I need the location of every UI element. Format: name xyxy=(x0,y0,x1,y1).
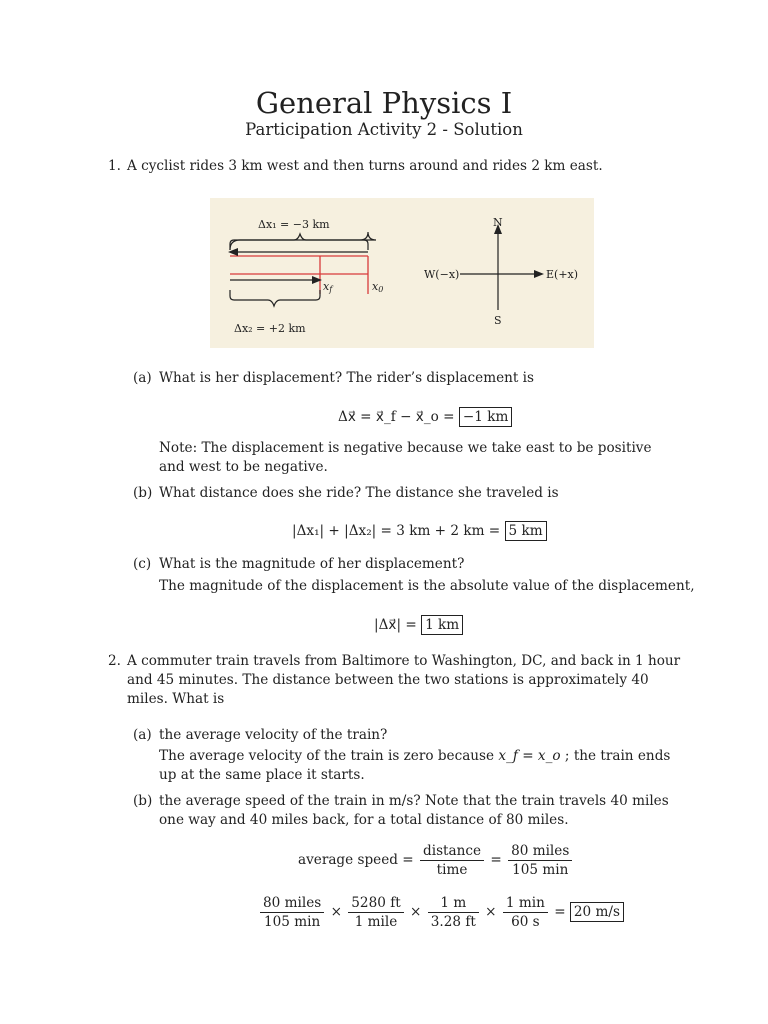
page-title: General Physics I xyxy=(255,86,513,120)
x0-label: x0 xyxy=(372,280,384,294)
compass-south-label: S xyxy=(494,314,502,327)
q2a-text2-part2: ; the train ends up at the same place it starts. xyxy=(159,748,671,783)
q1-number: 1. xyxy=(108,158,121,174)
q1a-eq-lhs: Δx⃗ = x⃗_f − x⃗_o = xyxy=(338,409,455,425)
dx1-brace-shape xyxy=(230,234,368,250)
q2b-eq1-frac2 xyxy=(508,843,572,878)
q2b-eq1-frac2-num: 80 miles xyxy=(508,843,572,861)
q1a-label: (a) xyxy=(133,370,152,386)
q2a-text: the average velocity of the train? xyxy=(159,727,388,743)
q2b-eq1-frac1-num: distance xyxy=(420,843,484,861)
q1a-equation xyxy=(338,409,512,425)
q2b-eq1-frac1 xyxy=(420,843,484,878)
q2b-eq1-equals: = xyxy=(490,852,502,868)
q1b-eq-answer: 5 km xyxy=(505,521,547,541)
q1c-text: What is the magnitude of her displacement? xyxy=(159,556,465,572)
q2b-eq1-lhs: average speed = xyxy=(298,852,414,868)
q2a-label: (a) xyxy=(133,727,152,743)
q2-text: A commuter train travels from Baltimore to Washington, DC, and back in 1 hour and 45 minutes. The distance between the two stations is approximately 40 miles. What is xyxy=(127,653,681,707)
xf-label: xf xyxy=(323,280,333,294)
q2b-eq2-frac1 xyxy=(260,895,324,930)
q2b-equation-1 xyxy=(298,843,574,878)
q1c-label: (c) xyxy=(133,556,152,572)
q2b-eq2-frac3 xyxy=(428,895,479,930)
compass-north-label: N xyxy=(493,216,503,229)
q2b-eq2-frac2 xyxy=(348,895,403,930)
q2b-eq2-answer: 20 m/s xyxy=(570,902,624,922)
q1c-eq-answer: 1 km xyxy=(421,615,463,635)
q2b-eq2-f3-num: 1 m xyxy=(428,895,479,913)
dx1-label: Δx₁ = −3 km xyxy=(258,218,330,231)
q1b-eq-lhs: |Δx₁| + |Δx₂| = 3 km + 2 km = xyxy=(292,523,501,539)
q2b-eq2-frac4 xyxy=(503,895,548,930)
q2b-eq2-f3-den: 3.28 ft xyxy=(430,914,476,930)
displacement-figure xyxy=(210,198,594,348)
q2b-equation-2 xyxy=(258,895,624,930)
q2b-text: the average speed of the train in m/s? Note that the train travels 40 miles one way and 40 miles back, for a total distance of 80 miles. xyxy=(159,793,669,828)
q2b-eq2-f4-den: 60 s xyxy=(511,914,540,930)
q2b-eq2-f1-num: 80 miles xyxy=(260,895,324,913)
dx2-label: Δx₂ = +2 km xyxy=(234,322,306,335)
compass-west-label: W(−x) xyxy=(424,268,460,281)
q1b-label: (b) xyxy=(133,485,153,501)
q2a-text2-part1: The average velocity of the train is zero because xyxy=(159,748,499,764)
q1-text: A cyclist rides 3 km west and then turns around and rides 2 km east. xyxy=(127,158,603,174)
q2-number: 2. xyxy=(108,653,121,669)
page-subtitle: Participation Activity 2 - Solution xyxy=(245,120,523,139)
compass-east-label: E(+x) xyxy=(546,268,579,281)
q1c-eq-lhs: |Δx⃗| = xyxy=(374,617,417,633)
q2b-eq2-equals: = xyxy=(554,904,566,920)
q2b-eq2-f2-den: 1 mile xyxy=(354,914,398,930)
q2a-text2-math: x_f = x_o xyxy=(498,748,561,764)
q1c-text2: The magnitude of the displacement is the absolute value of the displacement, xyxy=(159,578,695,594)
q1c-equation xyxy=(374,617,463,633)
compass-east-arrowhead xyxy=(534,270,544,278)
q2a-text2 xyxy=(159,747,687,785)
q2b-eq2-times-1: × xyxy=(330,904,342,920)
q2b-eq1-frac2-den: 105 min xyxy=(512,862,569,878)
q1b-text: What distance does she ride? The distance she traveled is xyxy=(159,485,559,501)
q2b-label: (b) xyxy=(133,793,153,809)
q1a-text: What is her displacement? The rider’s displacement is xyxy=(159,370,535,386)
q2b-eq2-f1-den: 105 min xyxy=(263,914,321,930)
q2b-eq2-f4-num: 1 min xyxy=(503,895,548,913)
q1a-eq-answer: −1 km xyxy=(459,407,513,427)
q1b-equation xyxy=(292,523,547,539)
q2b-eq2-times-2: × xyxy=(410,904,422,920)
dx2-brace-shape xyxy=(230,290,320,306)
q2b-eq2-f2-num: 5280 ft xyxy=(348,895,403,913)
q2b-eq2-times-3: × xyxy=(485,904,497,920)
q1a-note: Note: The displacement is negative because we take east to be positive and west to be negative. xyxy=(159,440,652,475)
dx1-brace xyxy=(230,232,376,250)
displacement-diagram xyxy=(210,198,594,348)
q2b-eq1-frac1-den: time xyxy=(436,862,468,878)
